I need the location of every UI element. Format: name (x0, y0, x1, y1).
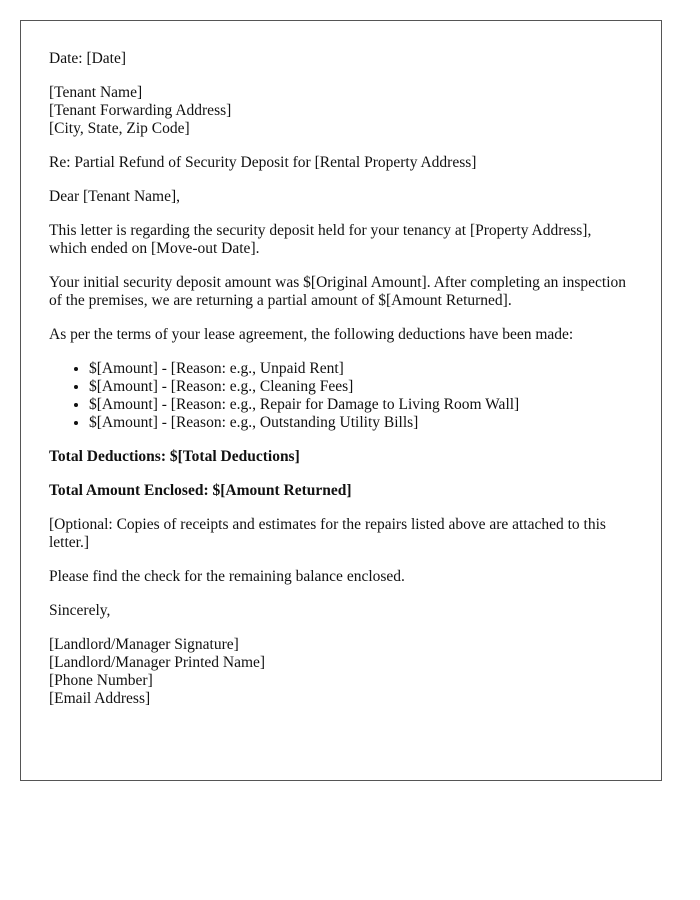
intro-paragraph: This letter is regarding the security deposit held for your tenancy at [Property Address], which ended on [Move-out Date]. (49, 222, 592, 257)
email-line: [Email Address] (49, 690, 151, 707)
recipient-address-block (49, 84, 633, 138)
optional-note: [Optional: Copies of receipts and estimates for the repairs listed above are attached to this letter.] (49, 516, 606, 551)
total-enclosed-text: Total Amount Enclosed: $[Amount Returned] (49, 482, 352, 499)
total-enclosed-line (49, 482, 633, 500)
date-line: Date: [Date] (49, 50, 127, 67)
signature-line: [Landlord/Manager Signature] (49, 636, 239, 653)
signature-block (49, 636, 633, 708)
deduction-item: • $[Amount] - [Reason: e.g., Unpaid Rent] (89, 360, 633, 378)
recipient-address: [Tenant Forwarding Address] (49, 102, 232, 119)
total-deductions-text: Total Deductions: $[Total Deductions] (49, 448, 300, 465)
recipient-city-line: [City, State, Zip Code] (49, 120, 190, 137)
deduction-item: • $[Amount] - [Reason: e.g., Repair for Damage to Living Room Wall] (89, 396, 633, 414)
deduction-item: • $[Amount] - [Reason: e.g., Outstanding Utility Bills] (89, 414, 633, 432)
recipient-name: [Tenant Name] (49, 84, 143, 101)
deduction-item: • $[Amount] - [Reason: e.g., Cleaning Fees] (89, 378, 633, 396)
subject-line: Re: Partial Refund of Security Deposit for [Rental Property Address] (49, 154, 477, 171)
amounts-paragraph: Your initial security deposit amount was $[Original Amount]. After completing an inspection of the premises, we are returning a partial amount of $[Amount Returned]. (49, 274, 627, 309)
total-deductions-line (49, 448, 633, 466)
printed-name-line: [Landlord/Manager Printed Name] (49, 654, 266, 671)
phone-line: [Phone Number] (49, 672, 153, 689)
deductions-intro-paragraph: As per the terms of your lease agreement, the following deductions have been made: (49, 326, 574, 343)
deductions-list (49, 360, 633, 432)
salutation: Dear [Tenant Name], (49, 188, 181, 205)
closing: Sincerely, (49, 602, 111, 619)
letter-page (20, 20, 662, 781)
check-note: Please find the check for the remaining balance enclosed. (49, 568, 405, 585)
